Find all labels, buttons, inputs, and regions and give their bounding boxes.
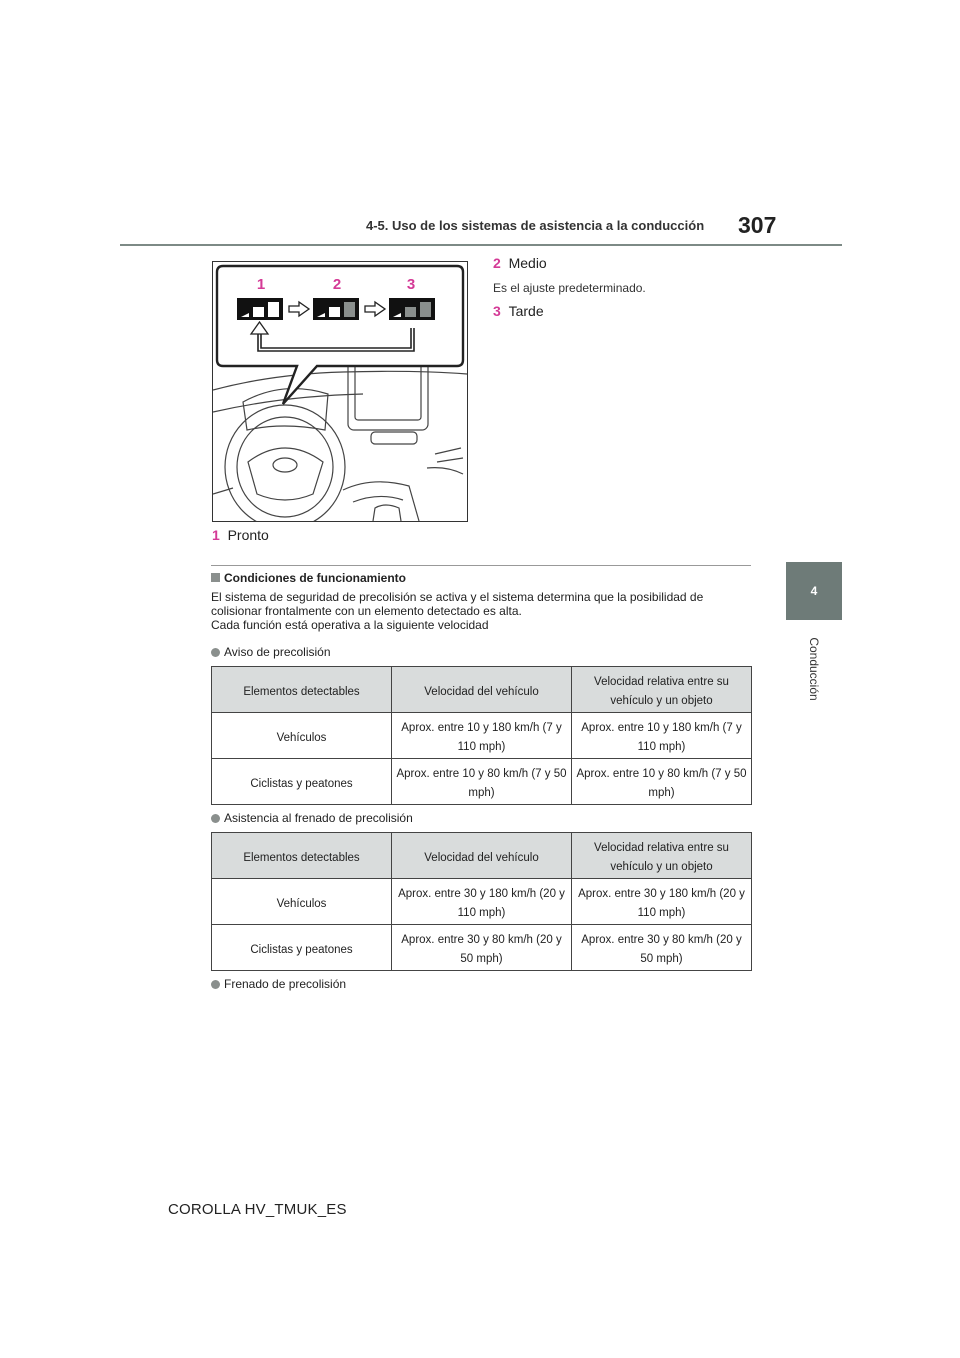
chapter-name: Conducción [807,637,821,701]
table-cell: Aprox. entre 10 y 180 km/h (7 y 110 mph) [572,713,752,759]
page-number: 307 [738,212,777,238]
table-cell: Ciclistas y peatones [212,759,392,805]
setting-number: 1 [212,527,220,543]
dashboard-illustration [212,261,468,522]
table-cell: Vehículos [212,713,392,759]
setting-icon-late [389,298,435,320]
table-header-cell: Velocidad relativa entre su vehículo y un objeto [572,667,752,713]
table-header-cell: Velocidad del vehículo [392,833,572,879]
setting-label: Tarde [508,303,544,319]
paragraph-line: colisionar frontalmente con un elemento detectado es alta. [211,604,522,618]
paragraph-line: Cada función está operativa a la siguiente velocidad [211,618,489,632]
chapter-label [786,632,842,706]
table-cell: Vehículos [212,879,392,925]
callout-3: 3 [406,276,416,293]
chapter-tab[interactable]: 4 [786,562,842,620]
setting-item-2 [493,255,547,271]
setting-icon-early [237,298,283,320]
footer-model: COROLLA HV_TMUK_ES [168,1201,347,1218]
table-header-cell: Elementos detectables [212,667,392,713]
table-header-cell: Velocidad del vehículo [392,667,572,713]
setting-note: Es el ajuste predeterminado. [493,281,646,295]
setting-item-3 [493,303,544,319]
round-bullet-icon [211,814,220,823]
table-row [212,713,752,759]
round-bullet-icon [211,980,220,989]
table-header-row [212,667,752,713]
paragraph-line: El sistema de seguridad de precolisión se activa y el sistema determina que la posibilidad de [211,590,704,604]
callout-1: 1 [256,276,266,293]
round-bullet-icon [211,648,220,657]
section-heading: Condiciones de funcionamiento [211,571,406,585]
setting-item-1 [212,527,269,543]
setting-number: 3 [493,303,501,319]
dashboard-drawing [213,262,467,521]
table-cell: Aprox. entre 30 y 80 km/h (20 y 50 mph) [392,925,572,971]
table-cell: Aprox. entre 10 y 80 km/h (7 y 50 mph) [392,759,572,805]
setting-icon-medium [313,298,359,320]
table-header-cell: Velocidad relativa entre su vehículo y un objeto [572,833,752,879]
setting-number: 2 [493,255,501,271]
header-rule [120,244,842,246]
function-title-precollision-warning: Aviso de precolisión [211,645,331,659]
table-cell: Aprox. entre 10 y 80 km/h (7 y 50 mph) [572,759,752,805]
section-paragraph [211,590,751,632]
section-divider [211,565,751,566]
function-title-brake-assist: Asistencia al frenado de precolisión [211,811,413,825]
setting-label: Pronto [227,527,269,543]
table-cell: Ciclistas y peatones [212,925,392,971]
table-row [212,925,752,971]
table-header-cell: Elementos detectables [212,833,392,879]
section-header: 4-5. Uso de los sistemas de asistencia a la conducción [366,218,705,233]
table-cell: Aprox. entre 30 y 180 km/h (20 y 110 mph) [392,879,572,925]
table-cell: Aprox. entre 30 y 180 km/h (20 y 110 mph) [572,879,752,925]
speed-table-warning [211,666,752,805]
square-bullet-icon [211,573,220,582]
callout-2: 2 [332,276,342,293]
speed-table-brake-assist [211,832,752,971]
setting-label: Medio [508,255,547,271]
table-header-row [212,833,752,879]
table-row [212,879,752,925]
function-title-precollision-braking: Frenado de precolisión [211,977,346,991]
table-cell: Aprox. entre 30 y 80 km/h (20 y 50 mph) [572,925,752,971]
table-cell: Aprox. entre 10 y 180 km/h (7 y 110 mph) [392,713,572,759]
table-row [212,759,752,805]
